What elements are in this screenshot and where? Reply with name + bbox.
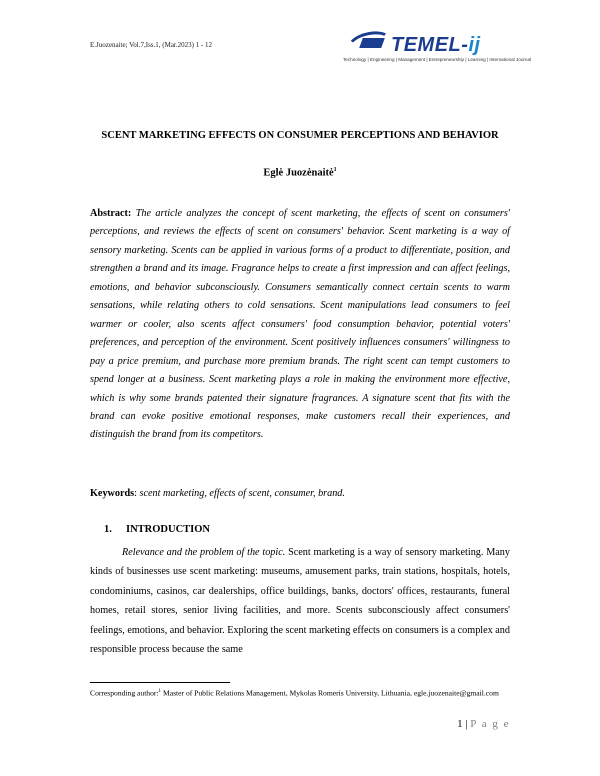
page-number-footer bbox=[457, 718, 510, 730]
journal-logo[interactable] bbox=[343, 28, 532, 62]
page-word: P a g e bbox=[470, 718, 510, 730]
author-footnote-marker[interactable]: 1 bbox=[333, 167, 337, 173]
paper-title: SCENT MARKETING EFFECTS ON CONSUMER PERCEPTIONS AND BEHAVIOR bbox=[101, 130, 499, 141]
footnote-marker: 1 bbox=[158, 689, 162, 694]
footnote-text: Master of Public Relations Management, Mykolas Romeris University, Lithuania, egle.juozenaite@gmail.com bbox=[162, 688, 499, 698]
keywords: Keywords: scent marketing, effects of scent, consumer, brand. bbox=[90, 488, 345, 499]
logo-mark-icon bbox=[343, 30, 395, 56]
author-line bbox=[90, 167, 510, 179]
abstract bbox=[90, 205, 510, 445]
intro-paragraph bbox=[90, 543, 510, 659]
author-name: Eglė Juozėnaitė bbox=[263, 167, 334, 179]
footnote-prefix: Corresponding author: bbox=[90, 688, 159, 698]
section-number: 1. bbox=[104, 524, 112, 535]
header-citation: E.Juozenaite; Vol.7,Iss.1, (Mar.2023) 1 - 12 bbox=[90, 41, 213, 49]
page-separator: | bbox=[465, 718, 468, 730]
page-number: 1 bbox=[457, 718, 463, 730]
footnote bbox=[90, 686, 510, 699]
footnote-divider bbox=[90, 682, 230, 683]
logo-tagline: Technology | Engineering | Management | Entrepreneurship | Learning | International Journal bbox=[343, 57, 532, 62]
keywords-label: Keywords bbox=[90, 488, 135, 499]
abstract-label: Abstract: bbox=[90, 208, 132, 219]
keywords-value: scent marketing, effects of scent, consumer, brand. bbox=[139, 488, 345, 499]
section-heading bbox=[104, 524, 210, 535]
abstract-text: The article analyzes the concept of scent marketing, the effects of scent on consumers' perceptions, and reviews the effects of scent on consumers' behavior. Scent marketing is a way of sensory marketing. Scents can be applied in various forms of a product to differentiate, position, and strengthen a brand and its image. Fragrance helps to create a first impression and can affect feelings, emotions, and behavior subconsciously. Consumers semantically connect certain scents to warm sensations, while relating others to cold sensations. Scent manipulations lead consumers to feel warmer or cooler, also scents affect consumers' food consumption behavior, potential voters' preferences, and perception of the environment. Scent positively influences consumers' willingness to pay a price premium, and purchase more premium brands. The right scent can tempt customers to spend longer at a business. Scent marketing plays a role in making the environment more effective, which is why some brands patented their signature fragrances. A signature scent that fits with the brand can evoke positive emotional responses, make customers recall their experiences, and distinguish the brand from its competitors. bbox=[90, 208, 510, 441]
logo-text bbox=[391, 34, 481, 56]
intro-text: Scent marketing is a way of sensory marketing. Many kinds of businesses use scent marketing: museums, amusement parks, train stations, hospitals, hotels, condominiums, casinos, car dealerships, office buildings, banks, doctors' offices, restaurants, funeral homes, retail stores, senior living facilities, and more. Scents subconsciously affect consumers' feelings, emotions, and behavior. Exploring the scent marketing effects on consumers is a complex and responsible process because the same bbox=[90, 547, 510, 656]
logo-brand: TEMEL- bbox=[391, 34, 469, 56]
intro-lead: Relevance and the problem of the topic. bbox=[122, 547, 286, 558]
section-title: INTRODUCTION bbox=[126, 524, 211, 535]
logo-brand-suffix: ij bbox=[468, 34, 481, 56]
